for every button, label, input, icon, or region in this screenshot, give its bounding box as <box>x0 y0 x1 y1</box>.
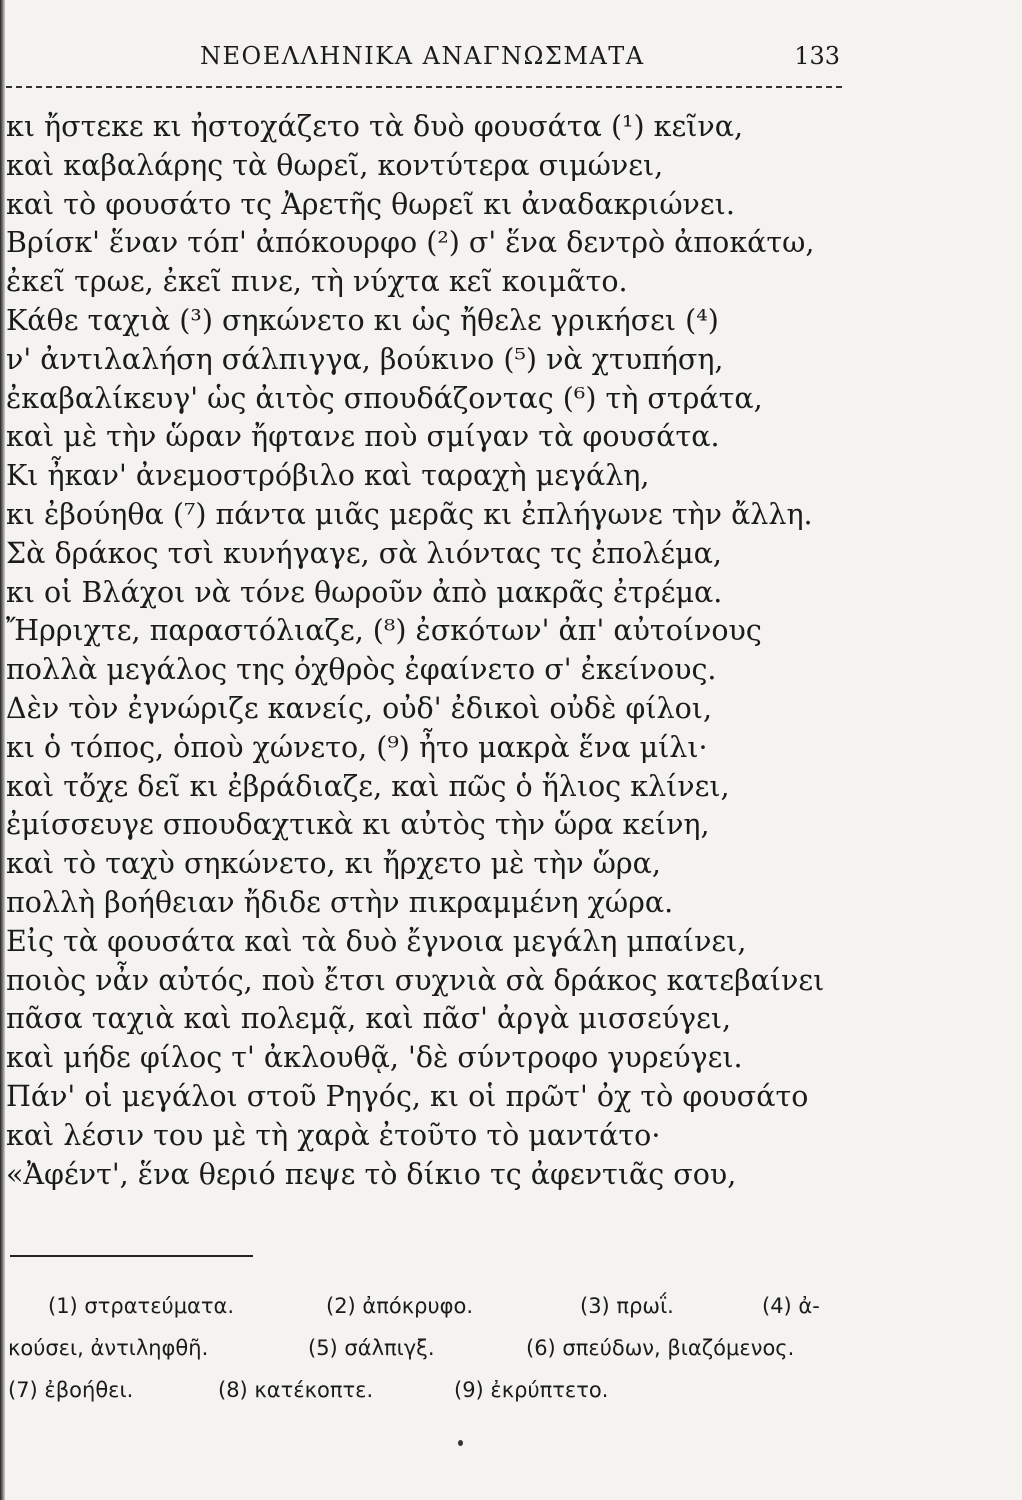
poem-line: Κι ἦκαν' ἀνεμοστρόβιλο καὶ ταραχὴ μεγάλη, <box>6 459 650 493</box>
poem-line: «Ἀφέντ', ἕνα θεριό πεψε τὸ δίκιο τς ἀφεντιᾶς σου, <box>6 1157 737 1191</box>
poem-line: καὶ μὲ τὴν ὥραν ἤφτανε ποὺ σμίγαν τὰ φουσάτα. <box>6 420 720 454</box>
footnote-1: (1) στρατεύματα. <box>48 1294 235 1318</box>
poem-line: Εἰς τὰ φουσάτα καὶ τὰ δυὸ ἔγνοια μεγάλη μπαίνει, <box>6 924 747 958</box>
footnote-2: (2) ἀπόκρυφο. <box>326 1294 473 1318</box>
page-edge-shadow <box>0 0 5 1500</box>
poem-line: κι ὁ τόπος, ὁποὺ χώνετο, (⁹) ἦτο μακρὰ ἕνα μίλι· <box>6 730 708 764</box>
footnote-6: (6) σπεύδων, βιαζόμενος. <box>526 1336 795 1360</box>
poem-line: Βρίσκ' ἕναν τόπ' ἀπόκουρφο (²) σ' ἕνα δεντρὸ ἀποκάτω, <box>6 226 815 260</box>
footnote-3: (3) πρωΐ. <box>580 1294 674 1318</box>
poem-line: κι οἱ Βλάχοι νὰ τόνε θωροῦν ἀπὸ μακρᾶς ἐτρέμα. <box>6 575 723 609</box>
poem-line: Δὲν τὸν ἐγνώριζε κανείς, οὐδ' ἐδικοὶ οὐδὲ φίλοι, <box>6 691 713 725</box>
poem-line: ἐκεῖ τρωε, ἐκεῖ πινε, τὴ νύχτα κεῖ κοιμᾶτο. <box>6 265 628 299</box>
poem-line: ἐκαβαλίκευγ' ὡς ἀιτὸς σπουδάζοντας (⁶) τὴ στράτα, <box>6 381 763 415</box>
poem-line: ποιὸς νἆν αὐτός, ποὺ ἔτσι συχνιὰ σὰ δράκος κατεβαίνει <box>6 963 825 997</box>
poem-line: καὶ τὸ ταχὺ σηκώνετο, κι ἤρχετο μὲ τὴν ὥρα, <box>6 847 661 881</box>
poem-line: πᾶσα ταχιὰ καὶ πολεμᾷ, καὶ πᾶσ' ἀργὰ μισσεύγει, <box>6 1002 732 1036</box>
footnote-row <box>8 1285 848 1327</box>
footnote-separator <box>10 1255 253 1257</box>
poem-line: καὶ τὸ φουσάτο τς Ἀρετῆς θωρεῖ κι ἀναδακριώνει. <box>6 187 735 221</box>
footnote-row <box>8 1327 848 1369</box>
poem-line: Κάθε ταχιὰ (³) σηκώνετο κι ὡς ἤθελε γρικήσει (⁴) <box>6 303 719 337</box>
poem-line: καὶ λέσιν του μὲ τὴ χαρὰ ἐτοῦτο τὸ μαντάτο· <box>6 1118 661 1152</box>
poem-line: κι ἤστεκε κι ἠστοχάζετο τὰ δυὸ φουσάτα (¹) κεῖνα, <box>6 110 744 143</box>
footnote-5: (5) σάλπιγξ. <box>308 1336 435 1360</box>
poem-line: καὶ καβαλάρης τὰ θωρεῖ, κοντύτερα σιμώνει, <box>6 148 664 182</box>
footnote-4-continued: κούσει, ἀντιληφθῆ. <box>8 1336 209 1360</box>
header-divider <box>6 86 842 88</box>
footnote-9: (9) ἐκρύπτετο. <box>454 1378 609 1402</box>
poem-line: πολλὴ βοήθειαν ἤδιδε στὴν πικραμμένη χώρα. <box>6 885 674 919</box>
footnote-4: (4) ἀ- <box>762 1294 820 1318</box>
footnote-8: (8) κατέκοπτε. <box>218 1378 374 1402</box>
page-header <box>200 42 840 78</box>
poem-line: Σὰ δράκος τσὶ κυνήγαγε, σὰ λιόντας τς ἐπολέμα, <box>6 536 722 570</box>
footnote-row <box>8 1369 848 1411</box>
poem-text <box>6 108 866 1194</box>
footnotes <box>8 1285 848 1411</box>
running-title: ΝΕΟΕΛΛΗΝΙΚΑ ΑΝΑΓΝΩΣΜΑΤΑ <box>200 42 645 70</box>
poem-line: ν' ἀντιλαλήση σάλπιγγα, βούκινο (⁵) νὰ χτυπήση, <box>6 342 724 376</box>
page-number: 133 <box>794 42 840 70</box>
poem-line: Πάν' οἱ μεγάλοι στοῦ Ρηγός, κι οἱ πρῶτ' ὀχ τὸ φουσάτο <box>6 1079 809 1113</box>
footnote-7: (7) ἐβοήθει. <box>8 1378 134 1402</box>
poem-line: κι ἐβούηθα (⁷) πάντα μιᾶς μερᾶς κι ἐπλήγωνε τὴν ἄλλη. <box>6 497 813 531</box>
poem-line: ἐμίσσευγε σπουδαχτικὰ κι αὐτὸς τὴν ὥρα κείνη, <box>6 808 710 842</box>
poem-line: Ἤρριχτε, παραστόλιαζε, (⁸) ἐσκότων' ἀπ' αὐτοίνους <box>6 614 762 648</box>
poem-line: καὶ μήδε φίλος τ' ἀκλουθᾷ, 'δὲ σύντροφο γυρεύγει. <box>6 1041 743 1075</box>
ink-speck <box>458 1440 463 1446</box>
poem-line: καὶ τὄχε δεῖ κι ἐβράδιαζε, καὶ πῶς ὁ ἥλιος κλίνει, <box>6 769 730 803</box>
poem-line: πολλὰ μεγάλος της ὀχθρὸς ἐφαίνετο σ' ἐκείνους. <box>6 653 717 687</box>
